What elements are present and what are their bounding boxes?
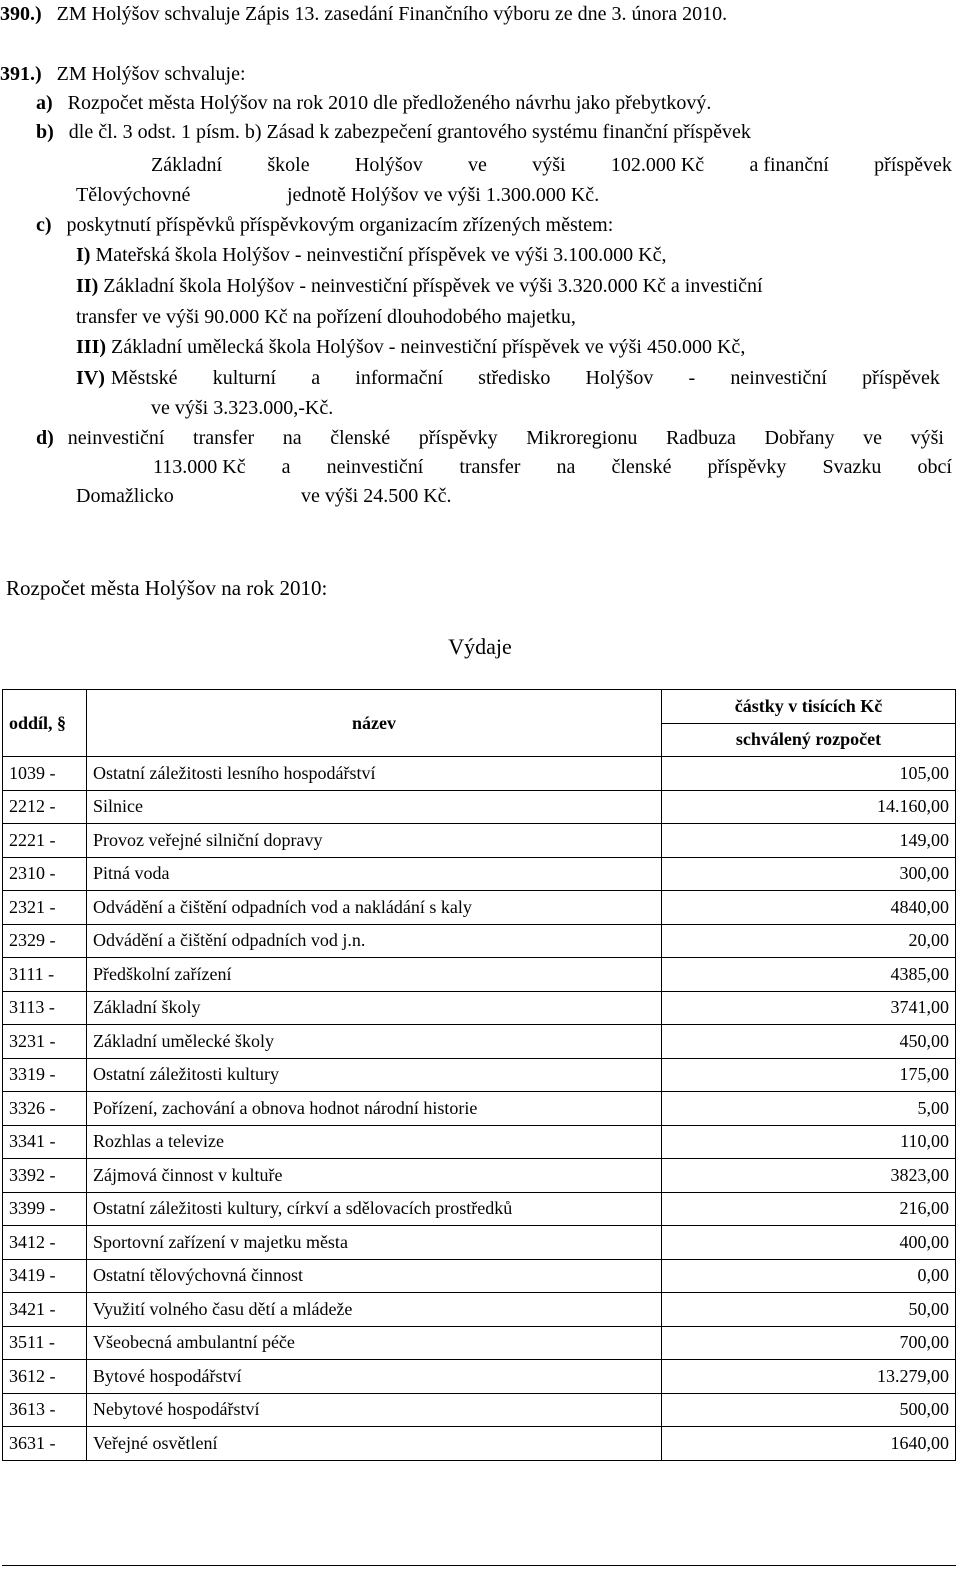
row-section-code: 3399 - [3, 1192, 87, 1226]
row-name: Veřejné osvětlení [87, 1427, 662, 1461]
word: Holýšov [585, 367, 654, 389]
table-row [3, 1092, 956, 1126]
item-c-IV [76, 366, 940, 390]
item-b-line2 [151, 153, 952, 177]
item-d [36, 426, 944, 450]
item-c [36, 213, 613, 237]
row-amount: 0,00 [662, 1259, 956, 1293]
table-row [3, 1125, 956, 1159]
row-name: Ostatní tělovýchovná činnost [87, 1259, 662, 1293]
table-row [3, 1293, 956, 1327]
table-row [3, 1159, 956, 1193]
item-c-IV-cont [151, 396, 333, 420]
row-section-code: 3612 - [3, 1360, 87, 1394]
row-amount: 20,00 [662, 924, 956, 958]
table-row [3, 824, 956, 858]
word: a [281, 456, 291, 478]
item-c-II-cont [76, 305, 576, 329]
item-d-line3-cont [301, 484, 452, 508]
word: příspěvky [418, 427, 498, 449]
row-name: Všeobecná ambulantní péče [87, 1326, 662, 1360]
table-row [3, 1259, 956, 1293]
item-b-line3-cont [287, 183, 599, 207]
item-d-line3 [76, 484, 174, 508]
word: - [688, 367, 696, 389]
table-row [3, 757, 956, 791]
word: Holýšov [354, 154, 423, 176]
resolution-391 [0, 62, 246, 86]
item-label: a) [36, 92, 53, 114]
header-amount-unit: částky v tisících Kč [662, 690, 956, 724]
row-section-code: 3113 - [3, 991, 87, 1025]
table-row [3, 1025, 956, 1059]
row-section-code: 2321 - [3, 891, 87, 925]
row-section-code: 2310 - [3, 857, 87, 891]
row-amount: 14.160,00 [662, 790, 956, 824]
row-name: Využití volného času dětí a mládeže [87, 1293, 662, 1327]
item-label: IV) [76, 367, 105, 389]
row-amount: 1640,00 [662, 1427, 956, 1461]
table-row [3, 991, 956, 1025]
table-row [3, 958, 956, 992]
budget-table [2, 689, 956, 1461]
word: členské [611, 456, 672, 478]
table-row [3, 1058, 956, 1092]
header-approved-budget: schválený rozpočet [662, 723, 956, 757]
table-row [3, 1192, 956, 1226]
row-name: Ostatní záležitosti kultury, církví a sdělovacích prostředků [87, 1192, 662, 1226]
table-row [3, 790, 956, 824]
header-name: název [87, 690, 662, 757]
row-section-code: 3613 - [3, 1393, 87, 1427]
resolution-390 [0, 2, 727, 26]
word: a [311, 367, 321, 389]
item-b-line3 [76, 183, 190, 207]
row-name: Předškolní zařízení [87, 958, 662, 992]
budget-subtitle: Výdaje [448, 634, 512, 659]
row-section-code: 3392 - [3, 1159, 87, 1193]
item-label: III) [76, 336, 107, 358]
row-amount: 13.279,00 [662, 1360, 956, 1394]
table-row [3, 1360, 956, 1394]
word: kulturní [212, 367, 277, 389]
word: obcí [917, 456, 952, 478]
item-text: Tělovýchovné [76, 184, 191, 206]
item-text: Základní umělecká škola Holýšov - neinvestiční příspěvek ve výši 450.000 Kč, [111, 336, 746, 358]
row-amount: 450,00 [662, 1025, 956, 1059]
word: škole [267, 154, 310, 176]
word: Radbuza [665, 427, 736, 449]
word: Městské [110, 367, 178, 389]
page-footer-rule [2, 1565, 956, 1566]
row-amount: 5,00 [662, 1092, 956, 1126]
item-text: transfer ve výši 90.000 Kč na pořízení dlouhodobého majetku, [76, 306, 576, 328]
table-row [3, 1427, 956, 1461]
word: neinvestiční [67, 427, 165, 449]
row-section-code: 3326 - [3, 1092, 87, 1126]
word: transfer [193, 427, 255, 449]
item-label: d) [36, 427, 54, 449]
item-text: Základní škola Holýšov - neinvestiční příspěvek ve výši 3.320.000 Kč a investiční [103, 275, 763, 297]
item-c-I [76, 243, 666, 267]
word: příspěvek [862, 367, 940, 389]
item-label: b) [36, 121, 54, 143]
item-label: I) [76, 244, 91, 266]
row-name: Pořízení, zachování a obnova hodnot národní historie [87, 1092, 662, 1126]
row-section-code: 2212 - [3, 790, 87, 824]
row-name: Rozhlas a televize [87, 1125, 662, 1159]
row-amount: 3741,00 [662, 991, 956, 1025]
budget-rows [3, 757, 956, 1461]
word: neinvestiční [730, 367, 827, 389]
word: Dobřany [764, 427, 835, 449]
row-name: Ostatní záležitosti lesního hospodářství [87, 757, 662, 791]
table-row [3, 924, 956, 958]
item-c-III [76, 335, 745, 359]
row-amount: 50,00 [662, 1293, 956, 1327]
row-section-code: 3341 - [3, 1125, 87, 1159]
word: neinvestiční [326, 456, 424, 478]
word: středisko [478, 367, 551, 389]
word: informační [355, 367, 444, 389]
table-row [3, 891, 956, 925]
row-amount: 500,00 [662, 1393, 956, 1427]
row-name: Bytové hospodářství [87, 1360, 662, 1394]
item-c-II [76, 274, 763, 298]
word: Svazku [822, 456, 882, 478]
row-amount: 700,00 [662, 1326, 956, 1360]
row-section-code: 3111 - [3, 958, 87, 992]
item-text [68, 426, 944, 450]
row-amount: 4840,00 [662, 891, 956, 925]
row-section-code: 3511 - [3, 1326, 87, 1360]
row-name: Sportovní zařízení v majetku města [87, 1226, 662, 1260]
item-label: II) [76, 275, 99, 297]
row-section-code: 3631 - [3, 1427, 87, 1461]
word: příspěvky [707, 456, 787, 478]
word: ve [863, 427, 882, 449]
resolution-text: ZM Holýšov schvaluje Zápis 13. zasedání Finančního výboru ze dne 3. února 2010. [56, 3, 728, 25]
row-section-code: 3421 - [3, 1293, 87, 1327]
item-text: Domažlicko [76, 485, 174, 507]
row-name: Pitná voda [87, 857, 662, 891]
header-section-code: oddíl, § [3, 690, 87, 757]
row-section-code: 3319 - [3, 1058, 87, 1092]
item-a [36, 91, 711, 115]
row-section-code: 2221 - [3, 824, 87, 858]
row-amount: 400,00 [662, 1226, 956, 1260]
item-text [111, 366, 940, 390]
item-text: Rozpočet města Holýšov na rok 2010 dle předloženého návrhu jako přebytkový. [67, 92, 712, 114]
row-name: Základní školy [87, 991, 662, 1025]
word: na [556, 456, 576, 478]
word: 102.000 Kč [610, 154, 705, 176]
row-section-code: 3412 - [3, 1226, 87, 1260]
item-text: dle čl. 3 odst. 1 písm. b) Zásad k zabezpečení grantového systému finanční příspěvek [68, 121, 751, 143]
row-name: Odvádění a čištění odpadních vod a nakládání s kaly [87, 891, 662, 925]
word: výši [532, 154, 566, 176]
resolution-number: 390.) [0, 3, 42, 25]
row-name: Odvádění a čištění odpadních vod j.n. [87, 924, 662, 958]
row-name: Provoz veřejné silniční dopravy [87, 824, 662, 858]
word: Základní [151, 154, 223, 176]
item-label: c) [36, 214, 52, 236]
budget-title: Rozpočet města Holýšov na rok 2010: [6, 576, 328, 600]
word: příspěvek [874, 154, 952, 176]
item-text: poskytnutí příspěvků příspěvkovým organizacím zřízených městem: [66, 214, 614, 236]
item-text: jednotě Holýšov ve výši 1.300.000 Kč. [287, 184, 600, 206]
word: na [282, 427, 302, 449]
resolution-number: 391.) [0, 63, 42, 85]
word: 113.000 Kč [153, 456, 246, 478]
item-text: Mateřská škola Holýšov - neinvestiční příspěvek ve výši 3.100.000 Kč, [95, 244, 667, 266]
resolution-intro: ZM Holýšov schvaluje: [56, 63, 246, 85]
table-row [3, 1226, 956, 1260]
row-section-code: 3231 - [3, 1025, 87, 1059]
word: Mikroregionu [526, 427, 638, 449]
word: transfer [459, 456, 521, 478]
row-amount: 4385,00 [662, 958, 956, 992]
word: výši [910, 427, 944, 449]
row-section-code: 2329 - [3, 924, 87, 958]
row-name: Ostatní záležitosti kultury [87, 1058, 662, 1092]
row-amount: 105,00 [662, 757, 956, 791]
row-amount: 300,00 [662, 857, 956, 891]
word: a finanční [749, 154, 829, 176]
row-section-code: 3419 - [3, 1259, 87, 1293]
row-name: Silnice [87, 790, 662, 824]
word: ve [468, 154, 487, 176]
item-text: ve výši 3.323.000,-Kč. [151, 397, 334, 419]
row-section-code: 1039 - [3, 757, 87, 791]
row-amount: 3823,00 [662, 1159, 956, 1193]
table-row [3, 857, 956, 891]
row-name: Zájmová činnost v kultuře [87, 1159, 662, 1193]
row-amount: 175,00 [662, 1058, 956, 1092]
table-row [3, 1393, 956, 1427]
row-name: Nebytové hospodářství [87, 1393, 662, 1427]
item-text: ve výši 24.500 Kč. [301, 485, 452, 507]
item-b [36, 120, 751, 144]
row-amount: 110,00 [662, 1125, 956, 1159]
item-d-line2 [153, 455, 952, 479]
row-amount: 149,00 [662, 824, 956, 858]
word: členské [330, 427, 391, 449]
row-amount: 216,00 [662, 1192, 956, 1226]
table-row [3, 1326, 956, 1360]
row-name: Základní umělecké školy [87, 1025, 662, 1059]
